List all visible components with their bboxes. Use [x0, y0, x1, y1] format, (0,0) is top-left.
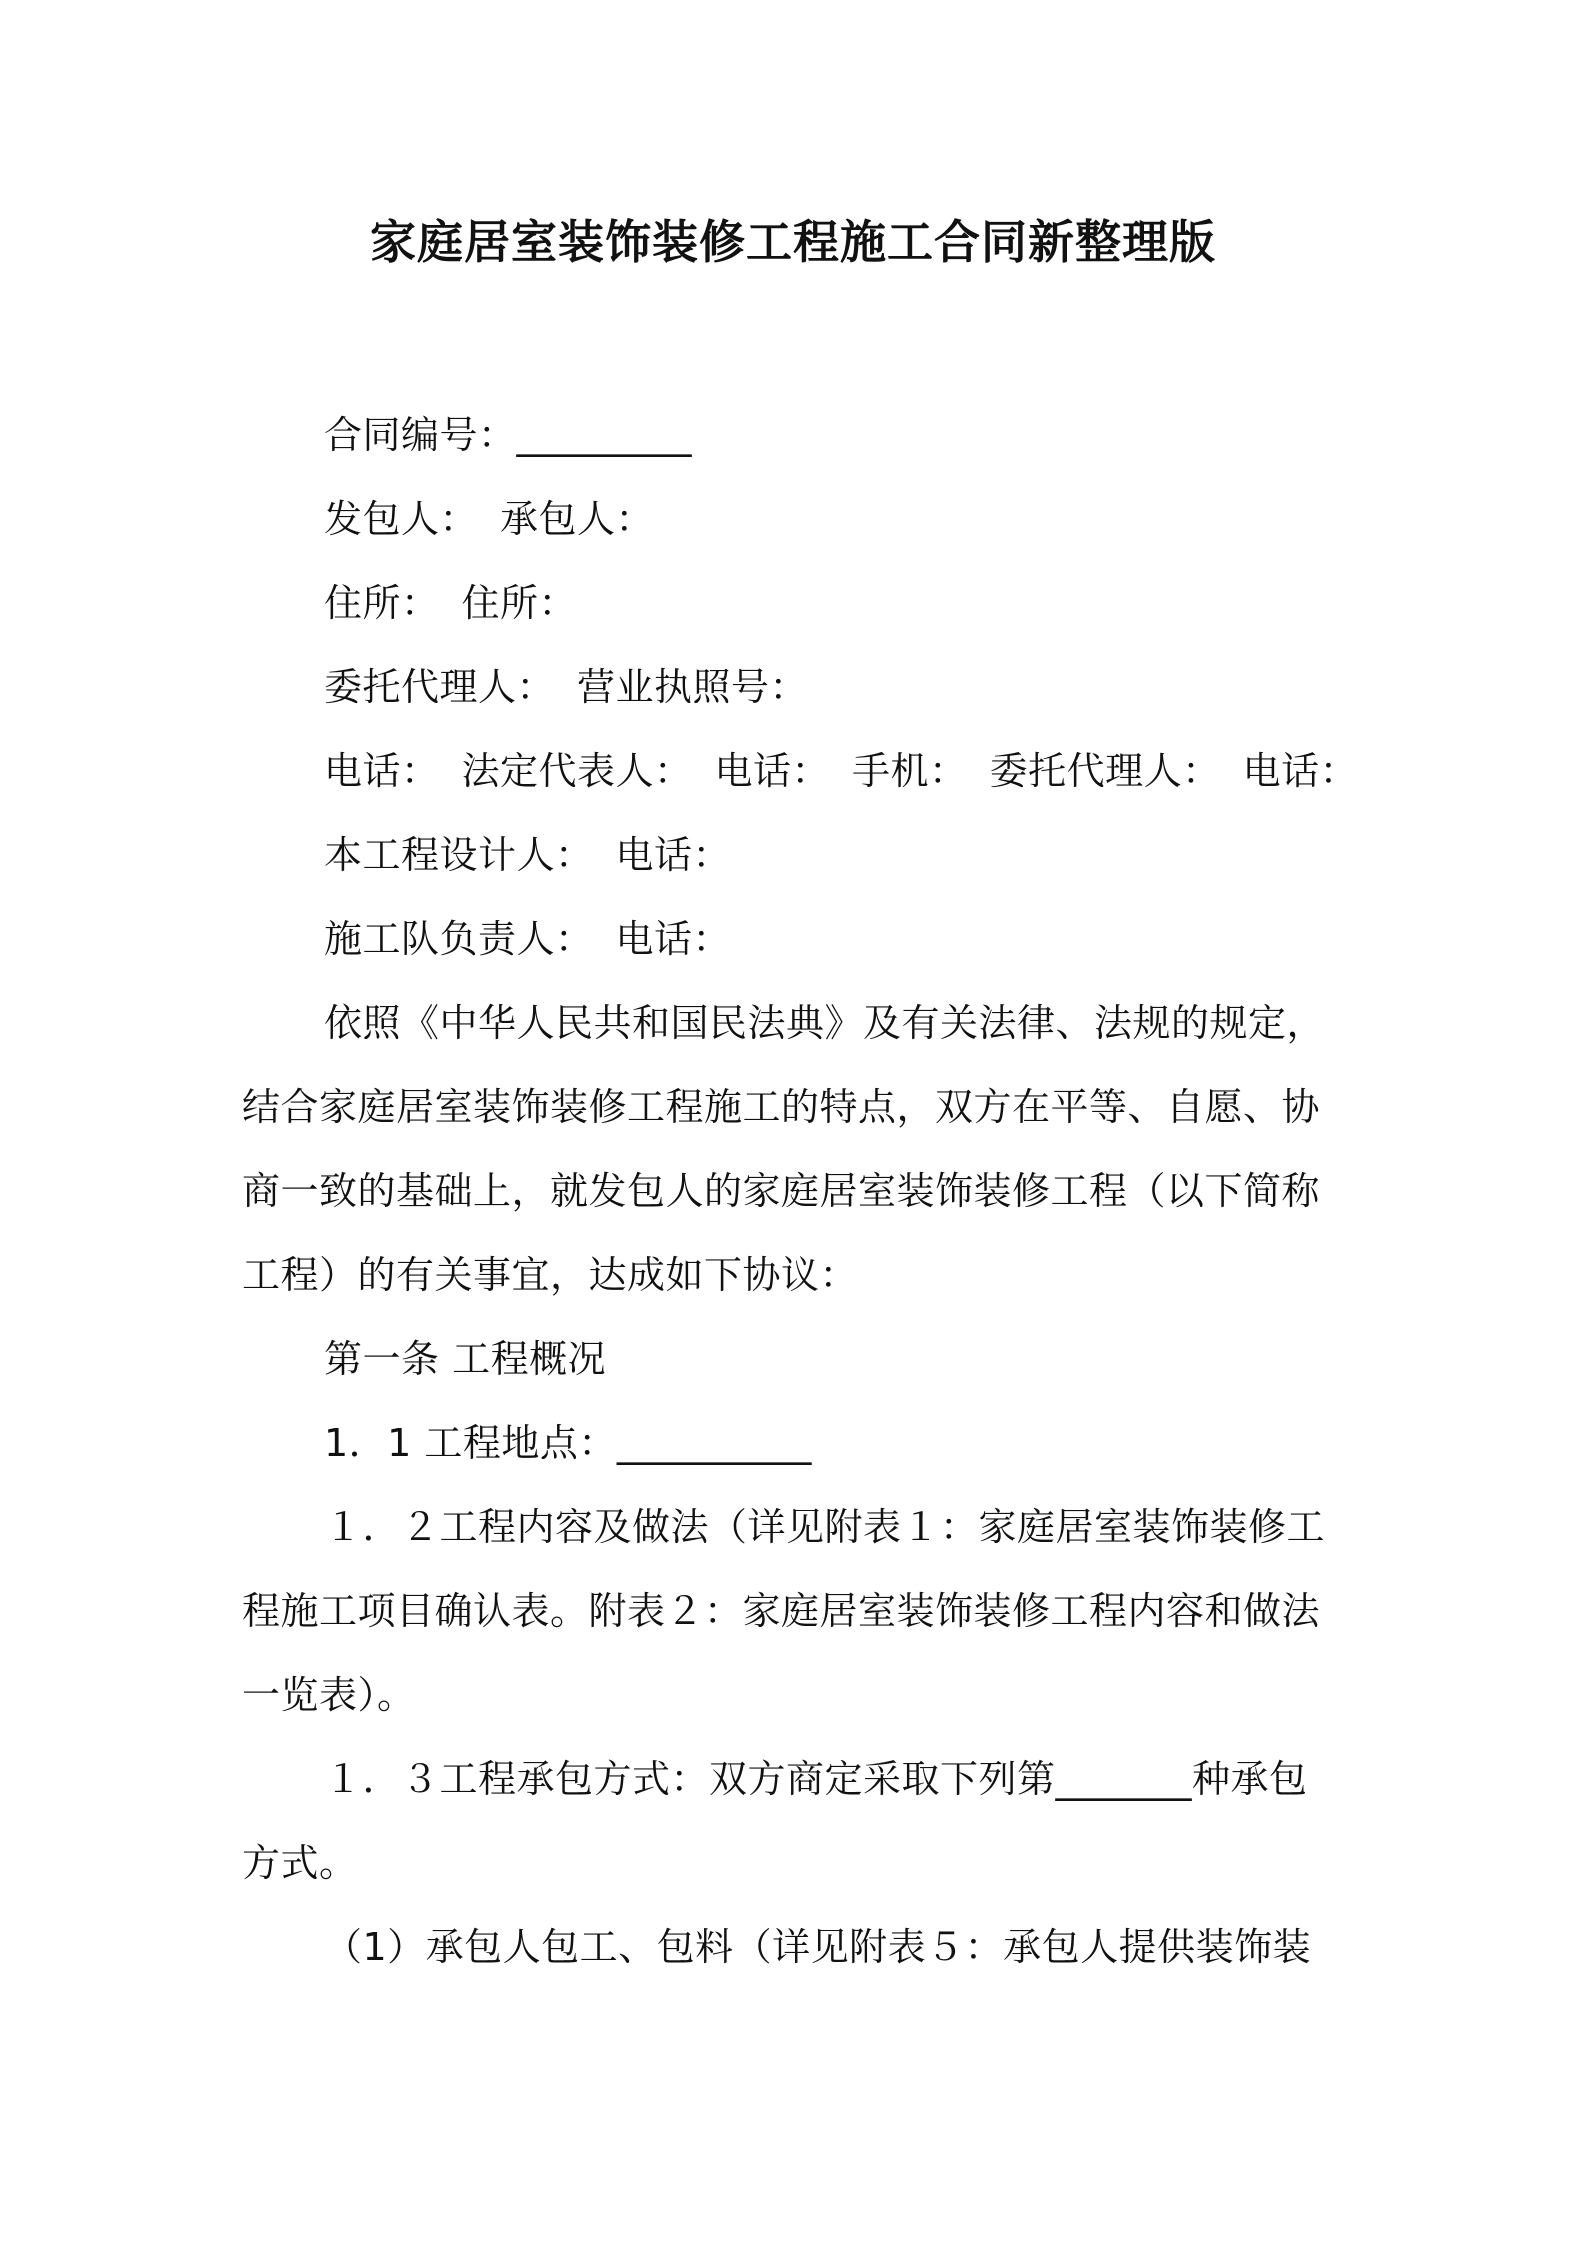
- designer-line: [324, 830, 731, 880]
- contacts-line: [324, 746, 1358, 796]
- phone-1-label: 电话：: [324, 749, 440, 793]
- legal-rep-label: 法定代表人：: [461, 749, 693, 793]
- agent-a-label: 委托代理人：: [324, 665, 556, 709]
- item-1-1: 1．1 工程地点：__________: [324, 1421, 812, 1465]
- address-b-label: 住所：: [461, 581, 578, 625]
- agent-license-line: [324, 662, 808, 712]
- item-1-3-line-1: １．３工程承包方式：双方商定采取下列第_______种承包: [324, 1757, 1308, 1801]
- designer-label: 本工程设计人：: [324, 833, 594, 877]
- parties-line: [324, 494, 654, 544]
- address-line: [324, 578, 577, 628]
- party-a-label: 发包人：: [324, 497, 479, 541]
- license-number-label: 营业执照号：: [577, 665, 809, 709]
- item-1-3-option-1: （1）承包人包工、包料（详见附表５：承包人提供装饰装: [324, 1925, 1312, 1969]
- item-1-2-line-3: 一览表）。: [242, 1673, 416, 1717]
- team-leader-line: [324, 914, 731, 964]
- preamble-line-1: 依照《中华人民共和国民法典》及有关法律、法规的规定，: [324, 1001, 1326, 1045]
- preamble-line-4: 工程）的有关事宜，达成如下协议：: [242, 1253, 859, 1297]
- preamble-line-3: 商一致的基础上，就发包人的家庭居室装饰装修工程（以下简称: [242, 1169, 1321, 1213]
- item-1-2-line-2: 程施工项目确认表。附表２：家庭居室装饰装修工程内容和做法: [242, 1589, 1321, 1633]
- item-1-3-line-2: 方式。: [242, 1841, 358, 1885]
- agent-b-label: 委托代理人：: [989, 749, 1221, 793]
- item-1-2-line-1: １．２工程内容及做法（详见附表１：家庭居室装饰装修工: [324, 1505, 1326, 1549]
- document-title: 家庭居室装饰装修工程施工合同新整理版: [370, 215, 1216, 269]
- designer-phone-label: 电话：: [615, 833, 732, 877]
- phone-3-label: 电话：: [1242, 749, 1359, 793]
- contract-number: 合同编号：_________: [324, 413, 693, 457]
- phone-2-label: 电话：: [714, 749, 831, 793]
- preamble-line-2: 结合家庭居室装饰装修工程施工的特点，双方在平等、自愿、协: [242, 1085, 1321, 1129]
- article-1-heading: 第一条 工程概况: [324, 1337, 607, 1381]
- mobile-label: 手机：: [852, 749, 968, 793]
- team-leader-phone-label: 电话：: [615, 917, 732, 961]
- address-a-label: 住所：: [324, 581, 440, 625]
- contract-number-line: [324, 410, 692, 460]
- party-b-label: 承包人：: [500, 497, 655, 541]
- team-leader-label: 施工队负责人：: [324, 917, 594, 961]
